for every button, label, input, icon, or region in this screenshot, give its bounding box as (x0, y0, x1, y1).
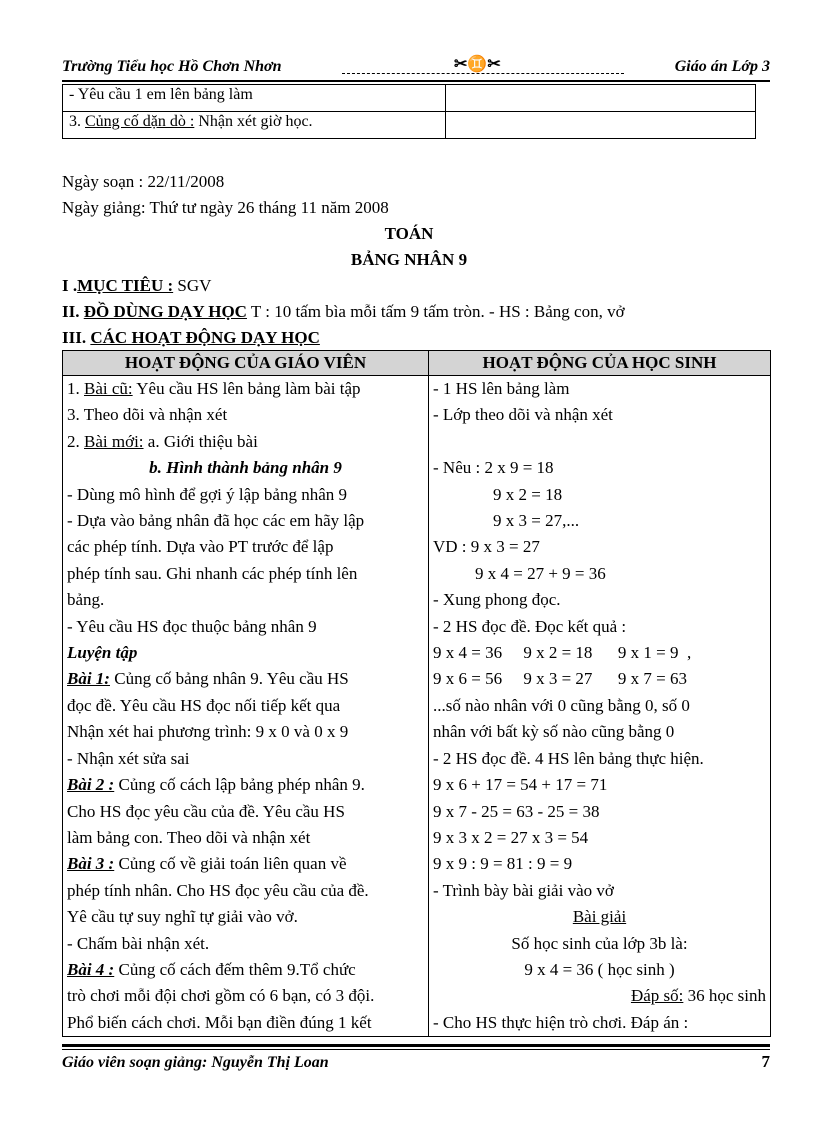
table-header-row (63, 351, 771, 376)
student-line: 9 x 4 = 27 + 9 = 36 (475, 563, 606, 583)
table-row (63, 376, 771, 1037)
table-row (63, 112, 756, 139)
student-line: - 1 HS lên bảng làm (433, 379, 570, 398)
teacher-line: Bài 1: Củng cố bảng nhân 9. Yêu cầu HS (67, 669, 349, 689)
student-line: 9 x 3 x 2 = 27 x 3 = 54 (433, 827, 589, 847)
student-line: - Cho HS thực hiện trò chơi. Đáp án : (433, 1012, 689, 1032)
school-name: Trường Tiểu học Hồ Chơn Nhơn (62, 58, 282, 75)
cell-text-underlined: Củng cố dặn dò : (85, 113, 195, 130)
section-title: ĐỒ DÙNG DẠY HỌC (83, 302, 247, 321)
footer-rule (62, 1044, 770, 1047)
student-line: nhân với bất kỳ số nào cũng bằng 0 (433, 722, 675, 742)
teacher-line: - Dùng mô hình để gợi ý lập bảng nhân 9 (67, 484, 348, 504)
teacher-line: Luyện tập (67, 643, 138, 663)
footer-rule-thin (62, 1049, 770, 1050)
cell-text: 3. (69, 113, 85, 130)
teacher-line: phép tính nhân. Cho HS đọc yêu cầu của đề. (67, 880, 369, 900)
class-label: Giáo án Lớp 3 (674, 58, 770, 75)
student-activities-cell (429, 376, 771, 1037)
table-cell (63, 85, 446, 112)
page-footer (62, 1044, 770, 1071)
teacher-activities-cell (63, 376, 429, 1037)
teacher-line: làm bảng con. Theo dõi và nhận xét (67, 827, 311, 847)
student-line: Bài giải (572, 907, 627, 927)
section-materials (62, 302, 625, 322)
student-line: - Trình bày bài giải vào vở (433, 880, 614, 900)
cell-text: Nhận xét giờ học. (194, 113, 313, 130)
teacher-line: đọc đề. Yêu cầu HS đọc nối tiếp kết qua (67, 695, 341, 715)
header-rule (62, 80, 770, 82)
teacher-line: Bài 3 : Củng cố về giải toán liên quan về (67, 854, 347, 874)
continuation-table (62, 84, 756, 139)
teacher-line: Bài 4 : Củng cố cách đếm thêm 9.Tổ chức (67, 959, 356, 979)
page-number: 7 (761, 1052, 770, 1071)
table-cell (446, 112, 756, 139)
section-text: T : 10 tấm bìa mỗi tấm 9 tấm tròn. - HS : Bảng con, vở (246, 302, 625, 321)
student-line: 9 x 6 + 17 = 54 + 17 = 71 (433, 775, 608, 795)
section-number: II. (62, 302, 84, 321)
teacher-line: - Chấm bài nhận xét. (67, 933, 210, 953)
teacher-line: b. Hình thành bảng nhân 9 (149, 458, 342, 478)
student-line: - 2 HS đọc đề. 4 HS lên bảng thực hiện. (433, 748, 704, 768)
student-line: Số học sinh của lớp 3b là: (511, 933, 688, 953)
author-name: Giáo viên soạn giảng: Nguyễn Thị Loan (62, 1054, 329, 1071)
student-line: 9 x 4 = 36 9 x 2 = 18 9 x 1 = 9 , (433, 643, 692, 663)
student-line: 9 x 2 = 18 (493, 484, 563, 504)
student-line: 9 x 3 = 27,... (493, 511, 580, 531)
header-ornament: ✂♊✂ (454, 56, 501, 73)
section-text: SGV (173, 276, 212, 295)
student-column-header: HOẠT ĐỘNG CỦA HỌC SINH (429, 351, 771, 376)
teacher-line: 2. Bài mới: a. Giới thiệu bài (67, 431, 258, 451)
teach-date: Ngày giảng: Thứ tư ngày 26 tháng 11 năm 2008 (62, 198, 389, 217)
cell-text: - Yêu cầu 1 em lên bảng làm (69, 86, 253, 103)
student-line: - 2 HS đọc đề. Đọc kết quả : (433, 616, 627, 636)
teacher-column-header: HOẠT ĐỘNG CỦA GIÁO VIÊN (63, 351, 429, 376)
teacher-line: Yê cầu tự suy nghĩ tự giải vào vở. (67, 907, 298, 927)
teacher-line: Phổ biến cách chơi. Mỗi bạn điền đúng 1 kết (67, 1012, 372, 1032)
section-number: I . (62, 276, 78, 295)
student-line: 9 x 6 = 56 9 x 3 = 27 9 x 7 = 63 (433, 669, 688, 689)
section-objectives (62, 276, 211, 296)
student-line: - Lớp theo dõi và nhận xét (433, 405, 613, 425)
teacher-line: 1. Bài cũ: Yêu cầu HS lên bảng làm bài tập (67, 379, 361, 398)
student-line: VD : 9 x 3 = 27 (433, 537, 540, 557)
section-activities (62, 328, 320, 348)
teacher-line: Nhận xét hai phương trình: 9 x 0 và 0 x 9 (67, 722, 349, 742)
page-header (62, 58, 770, 80)
teacher-line: các phép tính. Dựa vào PT trước để lập (67, 537, 334, 557)
student-line: ...số nào nhân với 0 cũng bằng 0, số 0 (433, 695, 690, 715)
activity-table (62, 350, 771, 1037)
student-line: 9 x 7 - 25 = 63 - 25 = 38 (433, 801, 600, 821)
teacher-line: bảng. (67, 590, 105, 610)
student-line: - Xung phong đọc. (433, 590, 561, 610)
teacher-line: Cho HS đọc yêu cầu của đề. Yêu cầu HS (67, 801, 345, 821)
student-line (433, 429, 766, 455)
section-number: III. (62, 328, 91, 347)
table-cell (63, 112, 446, 139)
table-row (63, 85, 756, 112)
table-cell (446, 85, 756, 112)
teacher-line: - Dựa vào bảng nhân đã học các em hãy lập (67, 511, 365, 531)
student-line: 9 x 9 : 9 = 81 : 9 = 9 (433, 854, 573, 874)
teacher-line: trò chơi mỗi đội chơi gồm có 6 bạn, có 3 đội. (67, 986, 375, 1006)
teacher-line: phép tính sau. Ghi nhanh các phép tính lên (67, 563, 358, 583)
lesson-title: BẢNG NHÂN 9 (350, 250, 468, 269)
student-line: 9 x 4 = 36 ( học sinh ) (524, 959, 675, 979)
teacher-line: Bài 2 : Củng cố cách lập bảng phép nhân 9. (67, 775, 365, 795)
teacher-line: - Yêu cầu HS đọc thuộc bảng nhân 9 (67, 616, 317, 636)
student-line: - Nêu : 2 x 9 = 18 (433, 458, 554, 478)
student-line: Đáp số: 36 học sinh (630, 986, 766, 1006)
teacher-line: - Nhận xét sửa sai (67, 748, 190, 768)
section-title: CÁC HOẠT ĐỘNG DẠY HỌC (90, 328, 320, 347)
subject-title: TOÁN (384, 224, 434, 243)
section-title: MỤC TIÊU : (77, 276, 174, 295)
teacher-line: 3. Theo dõi và nhận xét (67, 405, 228, 425)
prep-date: Ngày soạn : 22/11/2008 (62, 172, 225, 191)
